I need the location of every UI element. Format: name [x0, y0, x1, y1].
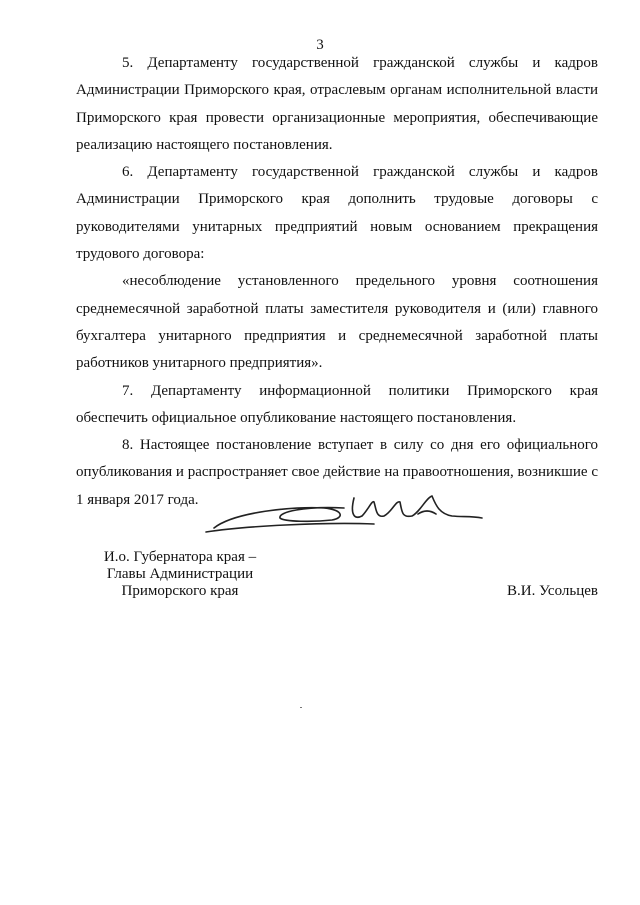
signer-title — [80, 549, 280, 600]
signer-title-line-2: Главы Администрации — [106, 566, 254, 582]
document-body — [76, 50, 598, 514]
paragraph-8: 8. Настоящее постановление вступает в силу со дня его официального опубликования и распространяет свое действие на правоотношения, возникшие с 1 января 2017 года. — [76, 437, 598, 508]
signer-name: В.И. Усольцев — [507, 583, 598, 599]
handwritten-signature — [204, 492, 484, 544]
paragraph-6: 6. Департаменту государственной гражданской службы и кадров Администрации Приморского края дополнить трудовые договоры с руководителями унитарных предприятий новым основанием прекращения трудового договора: — [76, 164, 598, 263]
paragraph-6-quote: «несоблюдение установленного предельного уровня соотношения среднемесячной заработной платы заместителя руководителя и (или) главного бухгалтера унитарного предприятия и среднемесячной заработной платы работников унитарного предприятия». — [76, 273, 598, 372]
scan-speck — [300, 707, 302, 708]
page-number: 3 — [316, 37, 324, 53]
signer-title-line-3: Приморского края — [121, 583, 239, 599]
signer-title-line-1: И.о. Губернатора края – — [103, 549, 257, 565]
paragraph-7: 7. Департаменту информационной политики Приморского края обеспечить официальное опубликование настоящего постановления. — [76, 382, 598, 426]
paragraph-5: 5. Департаменту государственной гражданской службы и кадров Администрации Приморского края, отраслевым органам исполнительной власти Приморского края провести организационные мероприятия, обеспечивающие реализацию настоящего постановления. — [76, 55, 598, 153]
